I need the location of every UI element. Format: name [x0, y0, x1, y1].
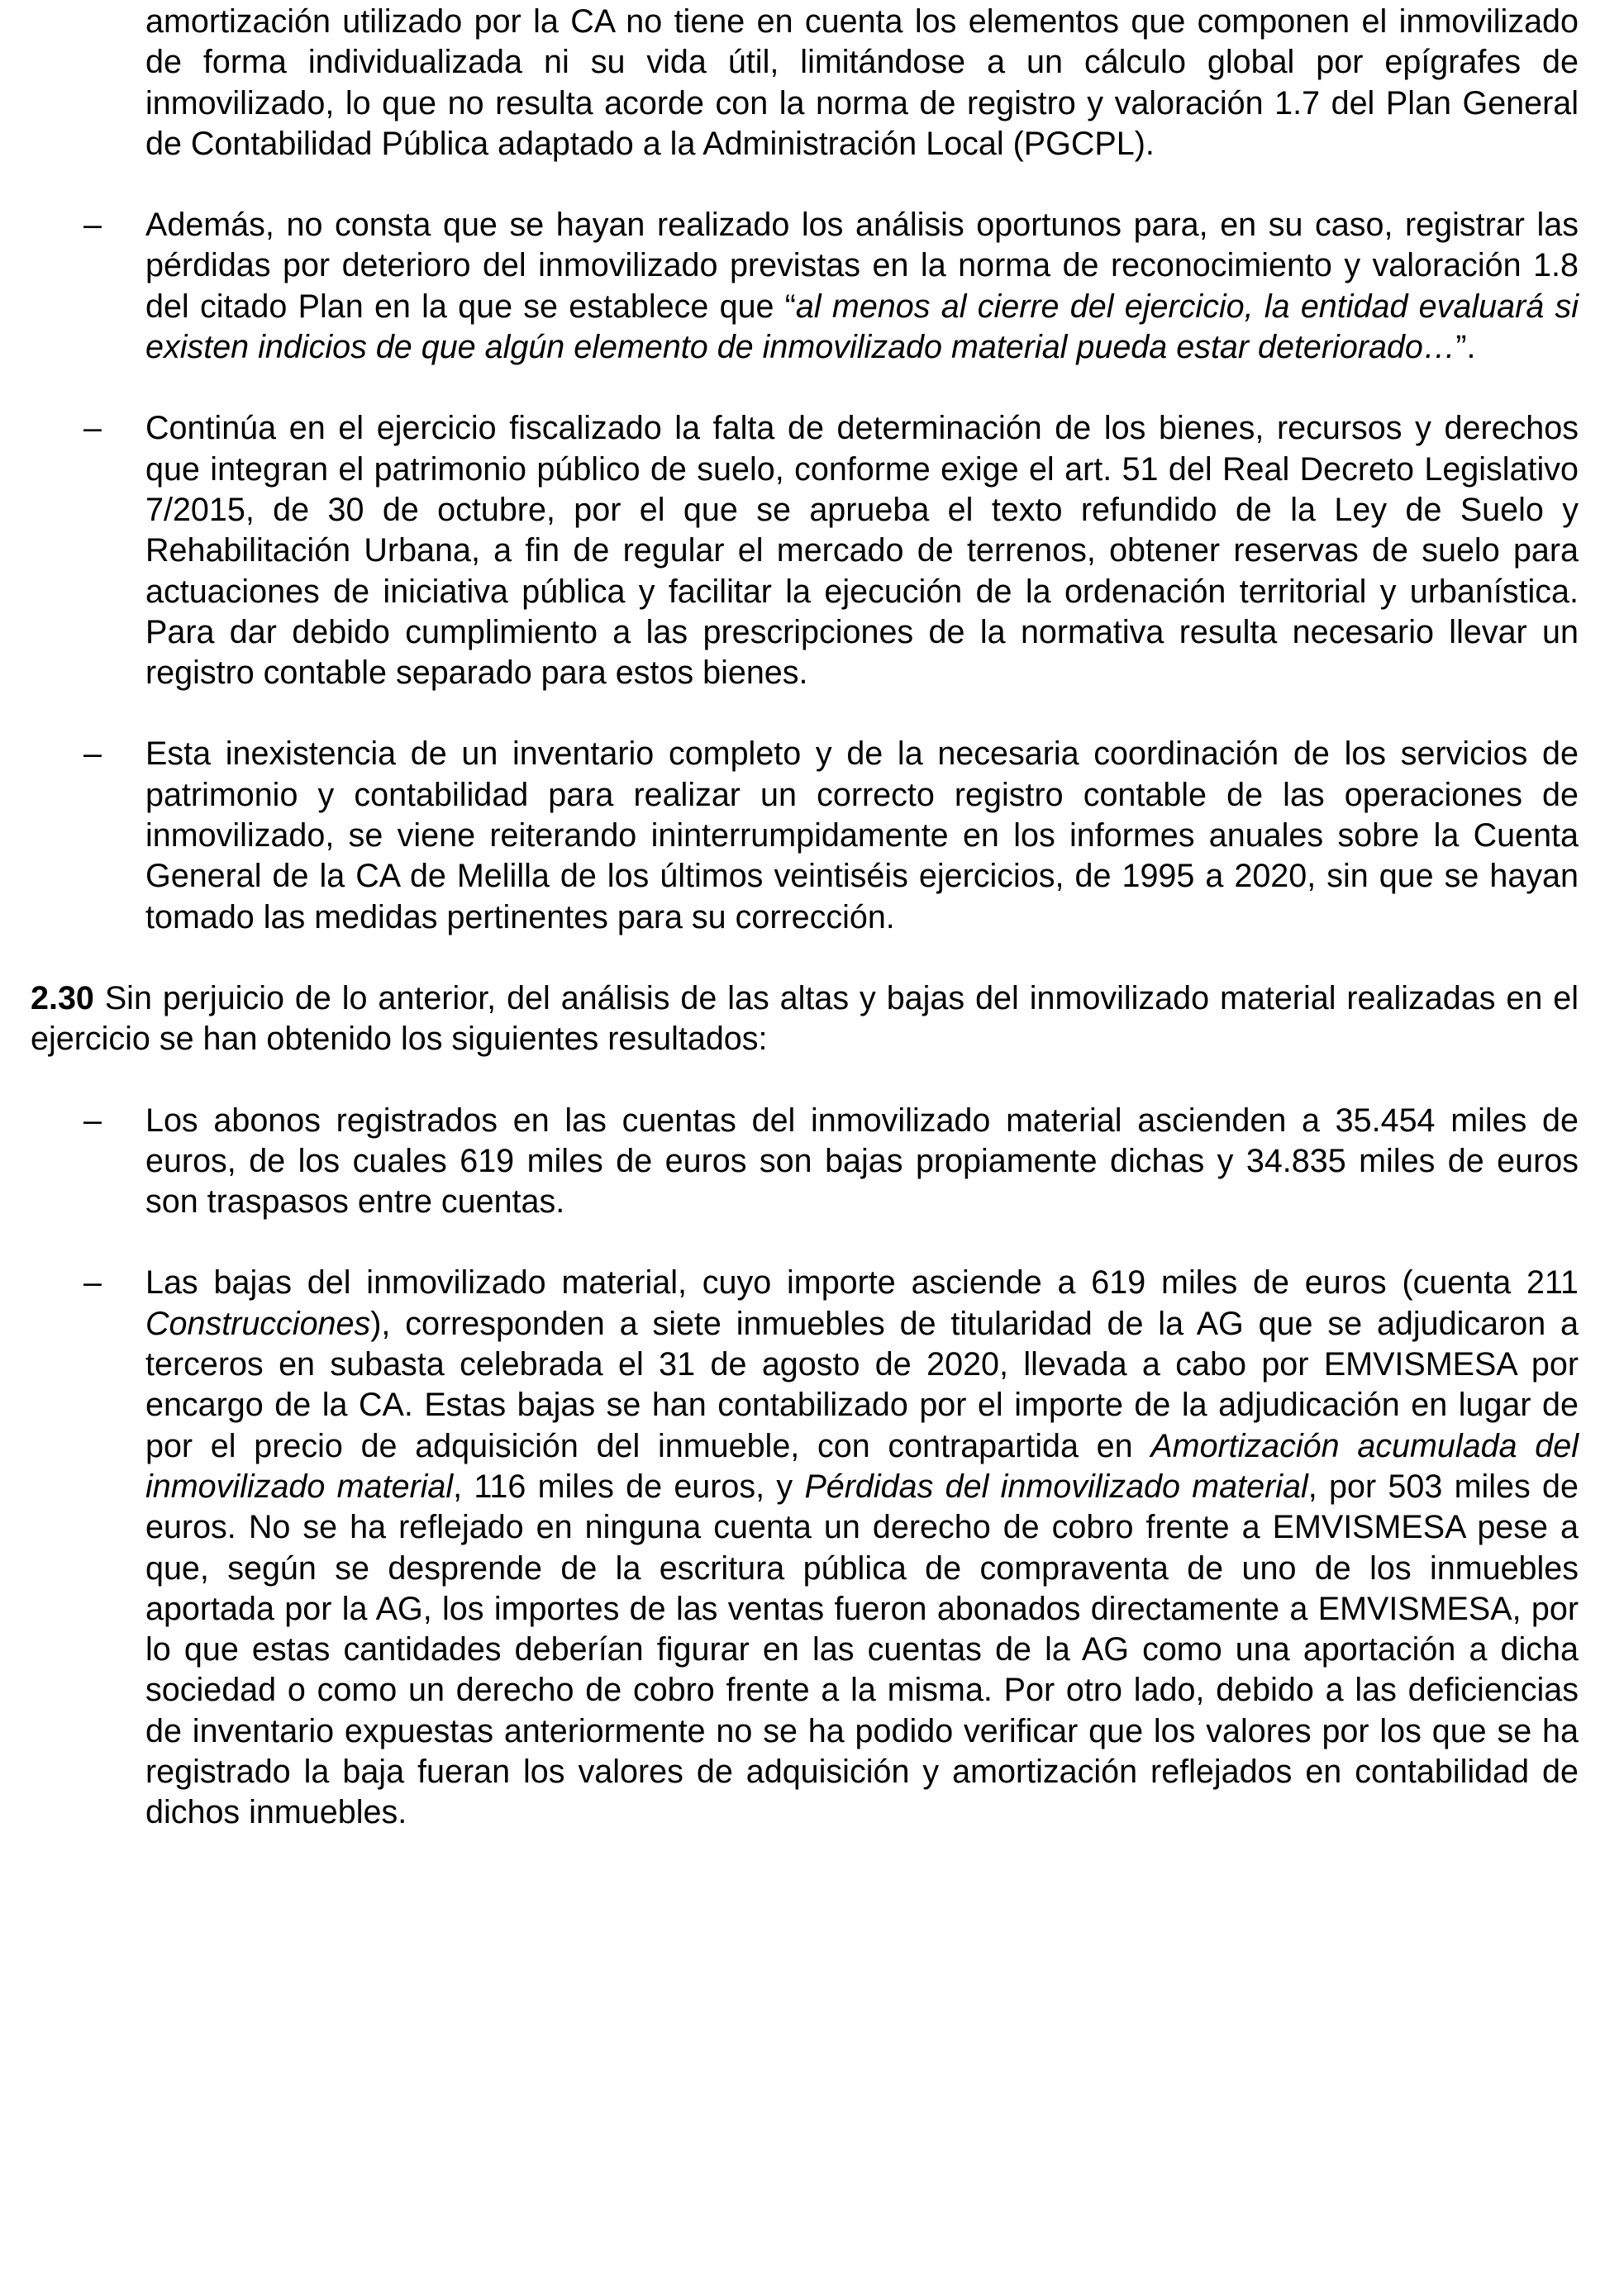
bullet-text: Los abonos registrados en las cuentas del inmovilizado material ascienden a 35.454 miles de euros, de los cuales 619 miles de euros son bajas propiamente dichas y 34.835 miles de euros son traspasos entre cuentas.	[145, 1102, 1579, 1221]
document-page	[31, 0, 1579, 1834]
bullet-text: Las bajas del inmovilizado material, cuyo importe asciende a 619 miles de euros (cuenta 211 Construcciones), corresponden a siete inmuebles de titularidad de la AG que se adjudicaron a terceros en subasta celebrada el 31 de agosto de 2020, llevada a cabo por EMVISMESA por encargo de la CA. Estas bajas se han contabilizado por el importe de la adjudicación en lugar de por el precio de adquisición del inmueble, con contrapartida en Amortización acumulada del inmovilizado material, 116 miles de euros, y Pérdidas del inmovilizado material, por 503 miles de euros. No se ha reflejado en ninguna cuenta un derecho de cobro frente a EMVISMESA pese a que, según se desprende de la escritura pública de compraventa de uno de los inmuebles aportada por la AG, los importes de las ventas fueron abonados directamente a EMVISMESA, por lo que estas cantidades deberían figurar en las cuentas de la AG como una aportación a dicha sociedad o como un derecho de cobro frente a la misma. Por otro lado, debido a las deficiencias de inventario expuestas anteriormente no se ha podido verificar que los valores por los que se ha registrado la baja fueran los valores de adquisición y amortización reflejados en contabilidad de dichos inmuebles.	[145, 1264, 1579, 1831]
bullet-text: Esta inexistencia de un inventario completo y de la necesaria coordinación de los servicios de patrimonio y contabilidad para realizar un correcto registro contable de las operaciones de inmovilizado, se viene reiterando ininterrumpidamente en los informes anuales sobre la Cuenta General de la CA de Melilla de los últimos veintiséis ejercicios, de 1995 a 2020, sin que se hayan tomado las medidas pertinentes para su corrección.	[145, 735, 1579, 935]
list-item	[31, 1263, 1579, 1833]
dash-bullet: –	[83, 410, 102, 447]
quote-text: al menos al cierre del ejercicio, la entidad evaluará si existen indicios de que algún elemento de inmovilizado material pueda estar deteriorado…	[145, 288, 1579, 366]
dash-bullet: –	[83, 1264, 102, 1302]
bullet-text: Continúa en el ejercicio fiscalizado la falta de determinación de los bienes, recursos y derechos que integran el patrimonio público de suelo, conforme exige el art. 51 del Real Decreto Legislativo 7/2015, de 30 de octubre, por el que se aprueba el texto refundido de la Ley de Suelo y Rehabilitación Urbana, a fin de regular el mercado de terrenos, obtener reservas de suelo para actuaciones de iniciativa pública y facilitar la ejecución de la ordenación territorial y urbanística. Para dar debido cumplimiento a las prescripciones de la normativa resulta necesario llevar un registro contable separado para estos bienes.	[145, 410, 1579, 692]
list-item	[31, 734, 1579, 937]
dash-bullet: –	[83, 1102, 102, 1139]
list-item	[31, 408, 1579, 693]
dash-bullet: –	[83, 735, 102, 773]
bullet-text: Además, no consta que se hayan realizado los análisis oportunos para, en su caso, registrar las pérdidas por deterioro del inmovilizado previstas en la norma de reconocimiento y valoración 1.8 del citado Plan en la que se establece que “al menos al cierre del ejercicio, la entidad evaluará si existen indicios de que algún elemento de inmovilizado material pueda estar deteriorado…”.	[145, 207, 1579, 366]
dash-bullet: –	[83, 207, 102, 244]
list-item	[31, 205, 1579, 368]
section-paragraph: 2.30 Sin perjuicio de lo anterior, del análisis de las altas y bajas del inmovilizado material realizadas en el ejercicio se han obtenido los siguientes resultados:	[31, 979, 1579, 1058]
section-number: 2.30	[31, 979, 94, 1016]
list-item	[31, 1101, 1579, 1223]
intro-paragraph: amortización utilizado por la CA no tiene en cuenta los elementos que componen el inmovilizado de forma individualizada ni su vida útil, limitándose a un cálculo global por epígrafes de inmovilizado, lo que no resulta acorde con la norma de registro y valoración 1.7 del Plan General de Contabilidad Pública adaptado a la Administración Local (PGCPL).	[145, 3, 1579, 162]
